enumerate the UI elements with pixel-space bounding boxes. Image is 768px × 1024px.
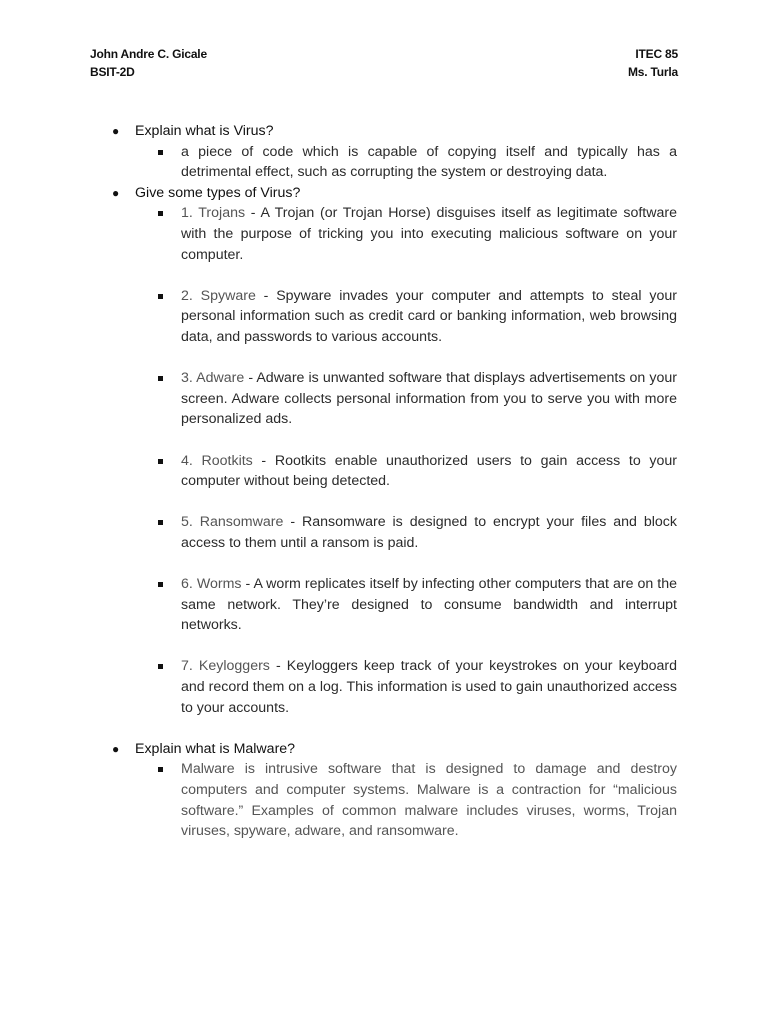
virus-type-item (0, 286, 768, 348)
virus-type-label: 1. Trojans (181, 205, 246, 222)
square-bullet-icon (158, 294, 163, 299)
answer-virus (0, 142, 768, 183)
square-bullet-icon (158, 376, 163, 381)
instructor-name: Ms. Turla (628, 65, 678, 79)
virus-type-desc: - Spyware invades your computer and attempts to steal your personal information such as credit card or banking information, web browsing data, and passwords to various accounts. (181, 287, 677, 345)
virus-type-desc: - A worm replicates itself by infecting other computers that are on the same network. They’re designed to consume bandwidth and interrupt networks. (181, 576, 677, 634)
virus-type-label: 5. Ransomware (181, 514, 284, 531)
square-bullet-icon (158, 664, 163, 669)
header-left (90, 45, 207, 81)
virus-type-label: 6. Worms (181, 576, 242, 593)
virus-type-desc: - Rootkits enable unauthorized users to gain access to your computer without being detected. (181, 452, 678, 490)
virus-type-item (0, 451, 768, 492)
student-name: John Andre C. Gicale (90, 47, 207, 61)
virus-type-item (0, 574, 768, 636)
virus-type-label: 4. Rootkits (181, 452, 253, 469)
document-header (90, 45, 678, 85)
square-bullet-icon (158, 150, 163, 155)
student-section: BSIT-2D (90, 65, 135, 79)
square-bullet-icon (158, 520, 163, 525)
header-right (628, 45, 678, 81)
virus-type-item (0, 656, 768, 718)
square-bullet-icon (158, 767, 163, 772)
bullet-dot-icon: ● (112, 124, 120, 138)
spacer (0, 636, 768, 657)
square-bullet-icon (158, 459, 163, 464)
virus-type-label: 2. Spyware (181, 287, 256, 304)
square-bullet-icon (158, 582, 163, 587)
question-text: Give some types of Virus? (135, 184, 301, 201)
virus-type-desc: - Adware is unwanted software that displays advertisements on your screen. Adware collects personal information from you to serve you with more personalized ads. (181, 370, 677, 428)
answer-text: a piece of code which is capable of copying itself and typically has a detrimental effect, such as corrupting the system or destroying data. (181, 143, 677, 181)
bullet-dot-icon: ● (112, 741, 120, 756)
question-text: Explain what is Virus? (135, 123, 274, 139)
answer-malware (0, 759, 768, 841)
spacer (0, 492, 768, 513)
virus-type-label: 3. Adware (181, 370, 245, 387)
question-virus-types (0, 183, 768, 204)
virus-type-item (0, 368, 768, 430)
bullet-dot-icon: ● (112, 185, 120, 200)
virus-type-label: 7. Keyloggers (181, 658, 270, 675)
document-body (0, 121, 768, 842)
spacer (0, 265, 768, 286)
course-code: ITEC 85 (635, 47, 678, 61)
virus-type-item (0, 203, 768, 265)
virus-type-item (0, 512, 768, 553)
spacer (0, 718, 768, 739)
virus-type-desc: - Keyloggers keep track of your keystrokes on your keyboard and record them on a log. This information is used to gain unauthorized access to your accounts. (181, 658, 677, 716)
virus-type-desc: - A Trojan (or Trojan Horse) disguises itself as legitimate software with the purpose of tricking you into executing malicious software on your computer. (181, 205, 677, 263)
question-malware (0, 739, 768, 760)
square-bullet-icon (158, 211, 163, 216)
question-virus (0, 121, 768, 142)
question-text: Explain what is Malware? (135, 740, 296, 757)
virus-type-desc: - Ransomware is designed to encrypt your files and block access to them until a ransom is paid. (181, 514, 677, 551)
spacer (0, 553, 768, 574)
spacer (0, 430, 768, 451)
spacer (0, 348, 768, 369)
answer-text: Malware is intrusive software that is designed to damage and destroy computers and computer systems. Malware is a contraction for “malicious software.” Examples of common malware includes viruses, worms, Trojan viruses, spyware, adware, and ransomware. (181, 761, 677, 840)
